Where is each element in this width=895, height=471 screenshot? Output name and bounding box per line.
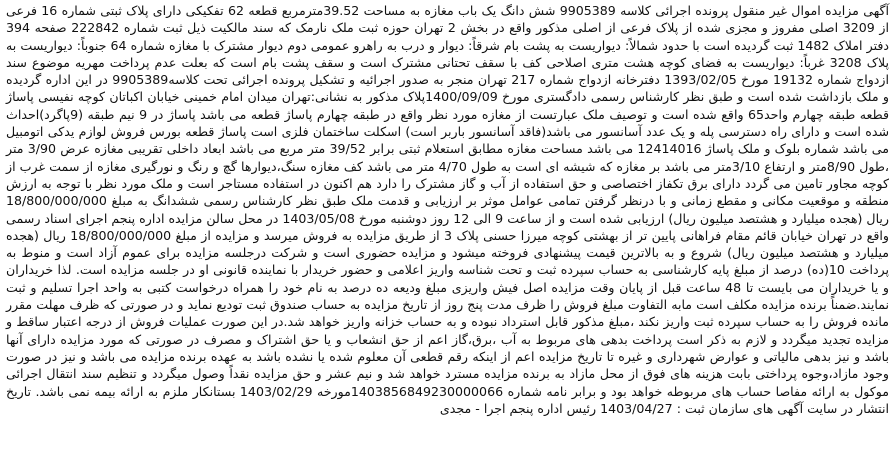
notice-body-text: آگهی مزایده اموال غیر منقول پرونده اجرائی کلاسه 9905389 شش دانگ یک باب مغازه به مساحت 39.52مترمربع قطعه 62 تفکیکی دارای پلاک ثبتی شماره 16 فرعی از 3209 اصلی مفروز و مجزی شده از پلاک فرعی از اصلی مذکور واقع در بخش 2 تهران حوزه ثبت ملک نارمک که سند مالکیت ذیل ثبت شماره 222842 صفحه 394 دفتر املاک 1482 ثبت گردیده است با حدود شمالاً: دیواریست به پشت بام شرقاً: دیوار و درب به راهرو عمومی دوم دیوار مشترک با مغازه شماره 64 جنوباً: دیواریست به پلاک 3208 غرباً: دیواریست به فضای کوچه هشت متری اصلاحی کف با سقف تحتانی مشترک است و سقف پشت بام است که بعلت عدم پرداخت مهریه موضوع سند ازدواج شماره 19132 مورخ 1393/02/05 دفترخانه ازدواج شماره 217 تهران منجر به صدور اجرائیه و تشکیل پرونده اجرائی تحت کلاسه9905389 در این اداره گردیده و ملک بازداشت شده است و طبق نظر کارشناس رسمی دادگستری مورخ 1400/09/09پلاک مذکور به نشانی:تهران میدان امام خمینی خیابان اکباتان کوچه نفیسی پاساژ قطعه طبقه چهارم واحد65 واقع شده است و توصیف ملک عبارتست از مغازه مورد نظر واقع در طبقه چهارم پاساژ قطعه می باشد پاساژ در 9 نیم طبقه (9پاگرد)احداث شده است و دارای راه دسترسی پله و یک عدد آسانسور می باشد(فاقد آسانسور باربر است) اسکلت ساختمان فلزی است پاساژ قطعه بورس فروش لوازم یدکی اتومبیل می باشد شماره بلوک و ملک پاساژ 12414016 می باشد مساحت مغازه مطابق استعلام ثبتی برابر 39/52 متر مربع می باشد ابعاد داخلی تقریبی مغازه عرض 3/90 متر ،طول 8/90متر و ارتفاع 3/10متر می باشد بر مغازه که شیشه ای است به طول 4/70 متر می باشد کف مغازه سنگ،دیوارها گچ و رنگ و نورگیری مغازه از سمت غرب از کوچه مجاور تامین می گردد دارای برق تکفاز اختصاصی و حق استفاده از آب و گاز مشترک را دارد هم اکنون در استفاده مستاجر است و ملک مورد نظر با توجه به ارزش منطقه و موقعیت مکانی و مقطع زمانی و با درنظر گرفتن تمامی عوامل موثر بر ارزیابی و قدمت ملک طبق نظر کارشناس رسمی ششدانگ به مبلغ 18/800/000/000 ریال (هجده میلیارد و هشتصد میلیون ریال) ارزیابی شده است و از ساعت 9 الی 12 روز دوشنبه مورخ 1403/05/08 در محل سالن مزایده اداره پنجم اجرای اسناد رسمی واقع در تهران خیابان قائم مقام فراهانی پایین تر از بهشتی کوچه میرزا حسنی پلاک 3 از طریق مزایده به فروش میرسد و مزایده از مبلغ 18/800/000/000 ریال (هجده میلیارد و هشتصد میلیون ریال) شروع و به بالاترین قیمت پیشنهادی فروخته میشود و مزایده حضوری است و شرکت درجلسه مزایده برای عموم آزاد است و منوط به پرداخت 10(ده) درصد از مبلغ پایه کارشناسی به حساب سپرده ثبت و تحت شناسه واریز اعلامی و حضور خریدار با نماینده قانونی او در جلسه مزایده است. لذا خریداران و یا خریداران می بایست تا 48 ساعت قبل از پایان وقت مزایده اصل فیش واریزی مبلغ ودیعه ده درصد به نام خود را همراه درخواست کتبی به واحد اجرا تسلیم و ثبت نمایند.ضمناً برنده مزایده مکلف است مابه التفاوت مبلغ فروش را ظرف مدت پنج روز از تاریخ مزایده به حساب صندوق ثبت تودیع نماید و در صورتی که ظرف مهلت مقرر مانده فروش را به حساب سپرده ثبت واریز نکند ،مبلغ مذکور قابل استرداد نبوده و به حساب خزانه واریز خواهد شد.در این صورت عملیات فروش از درجه اعتبار ساقط و مزایده تجدید میگردد و لازم به ذکر است پرداخت بدهی های مربوط به آب ،برق،گاز اعم از حق انشعاب و یا حق اشتراک و مصرف در صورتی که مورد مزایده دارای آنها باشد و نیز بدهی مالیاتی و عوارض شهرداری و غیره تا تاریخ مزایده اعم از اینکه رقم قطعی آن معلوم شده یا نشده باشد به عهده برنده مزایده می باشد و نیز در صورت وجود مازاد،وجوه پرداختی بابت هزینه های فوق از محل مازاد به برنده مزایده مسترد خواهد شد و نیم عشر و حق مزایده نقداً وصول میگردد و تنظیم سند انتقال اجرائی موکول به ارائه مفاصا حساب های مربوطه خواهد بود و برابر نامه شماره 1403856849230000066مورخه 1403/02/29 بستانکار ملزم به ارائه بیمه نمی باشد. تاریخ انتشار در سایت آگهی های سازمان ثبت : 1403/04/27 رئیس اداره پنجم اجرا - مجدی (6, 3, 890, 416)
